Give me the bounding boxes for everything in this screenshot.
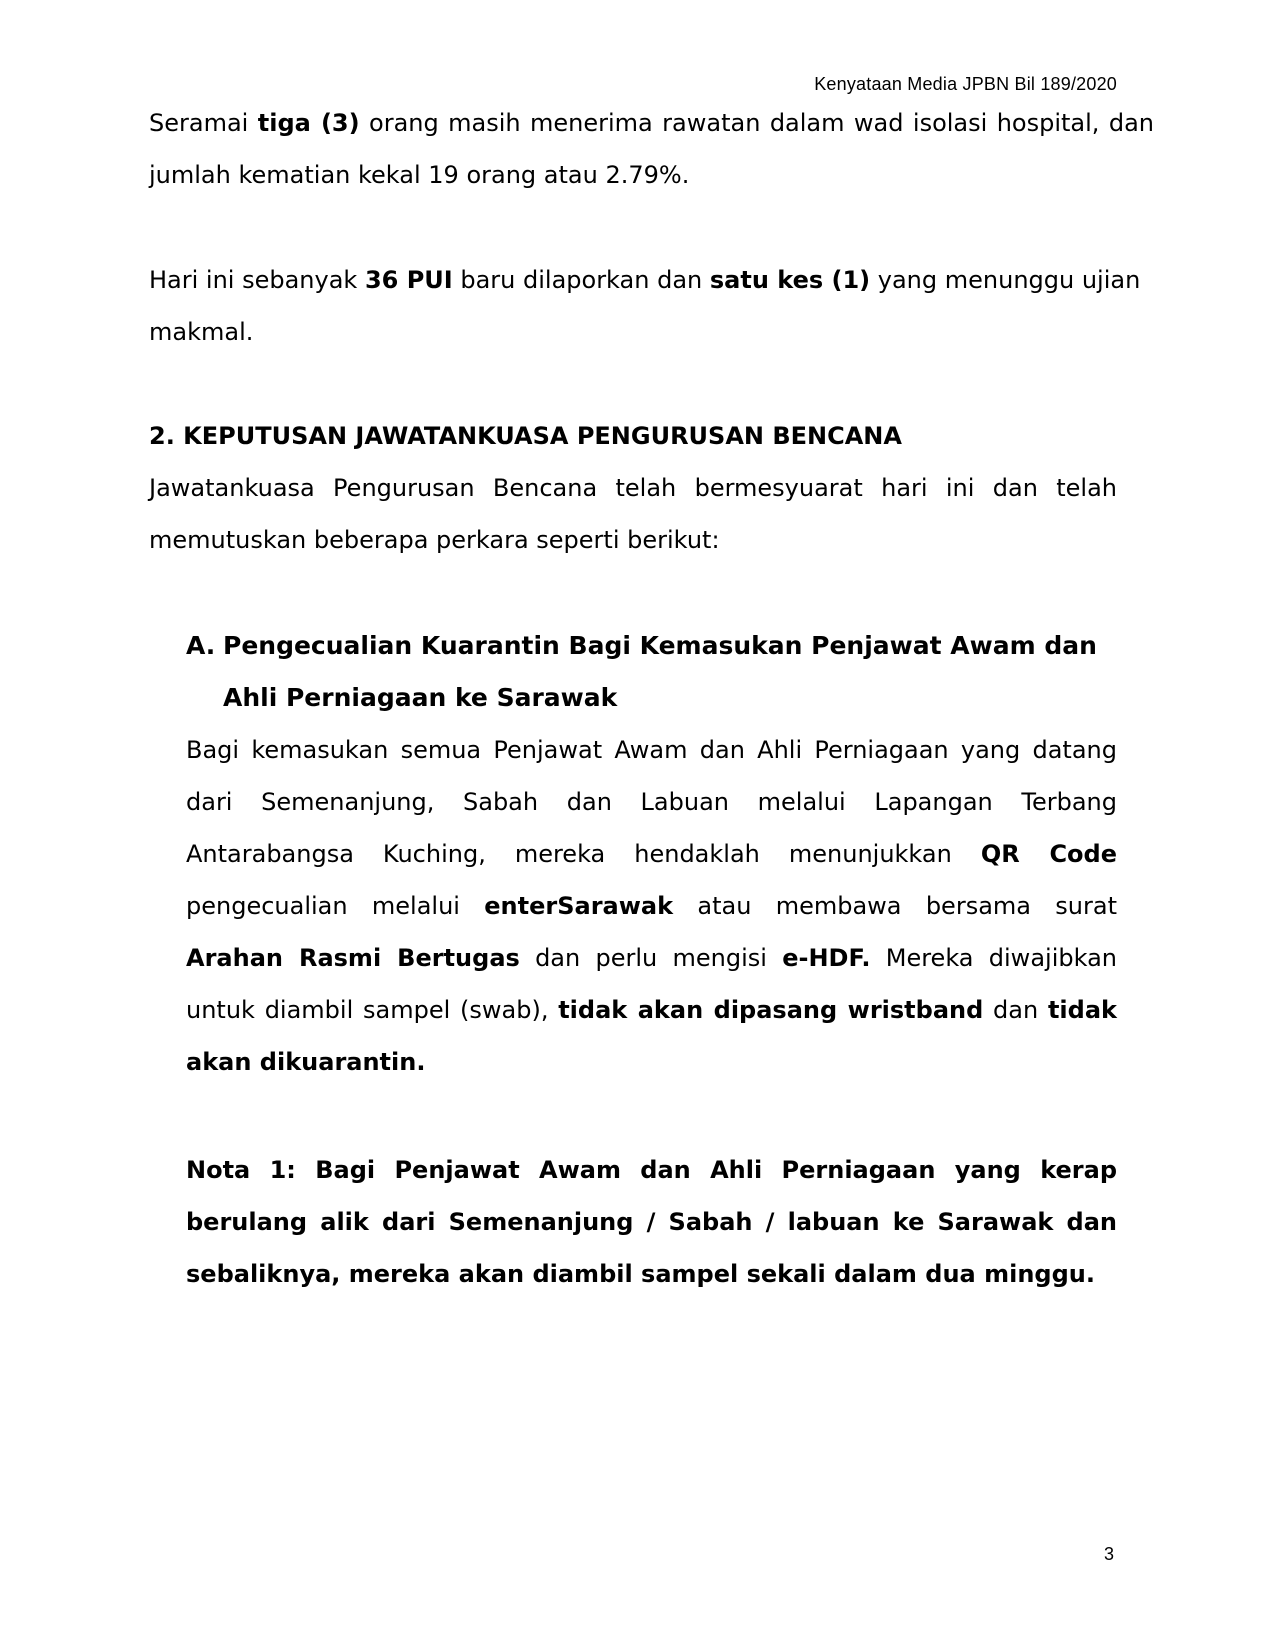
text-run: pengecualian melalui	[186, 892, 485, 920]
section-2-heading: 2. KEPUTUSAN JAWATANKUASA PENGURUSAN BENCANA	[149, 422, 902, 450]
bold-run: e-HDF.	[782, 944, 871, 972]
text-run: Mereka diwajibkan untuk diambil sampel (swab),	[186, 944, 1117, 1024]
text-run: atau membawa bersama surat	[673, 892, 1117, 920]
subsection-letter: A.	[186, 631, 216, 660]
text-run: Seramai	[149, 109, 258, 137]
subsection-a-heading	[186, 620, 1126, 724]
subsection-a-body	[186, 724, 1117, 1088]
document-reference-header: Kenyataan Media JPBN Bil 189/2020	[814, 74, 1117, 94]
bold-run: tidak akan dipasang wristband	[558, 996, 984, 1024]
bold-run: QR Code	[980, 840, 1117, 868]
text-run: baru dilaporkan dan	[452, 266, 710, 294]
text-run: Hari ini sebanyak	[149, 266, 365, 294]
intro-text: Jawatankuasa Pengurusan Bencana telah bermesyuarat hari ini dan telah memutuskan beberapa perkara seperti berikut:	[149, 474, 1117, 554]
paragraph-pui-report	[149, 254, 1154, 358]
bold-run: Arahan Rasmi Bertugas	[186, 944, 520, 972]
subsection-heading-line-1: Pengecualian Kuarantin Bagi Kemasukan Penjawat Awam dan	[223, 631, 1097, 660]
section-2-intro	[149, 462, 1117, 566]
text-run: dan perlu mengisi	[519, 944, 783, 972]
text-run: dan	[983, 996, 1048, 1024]
text-run: yang menunggu ujian makmal.	[149, 266, 1141, 346]
subsection-heading-line-2: Ahli Perniagaan ke Sarawak	[223, 683, 618, 712]
bold-run: enterSarawak	[484, 892, 674, 920]
paragraph-patients-status	[149, 97, 1154, 201]
bold-run: satu kes (1)	[709, 266, 871, 294]
bold-run: tiga (3)	[257, 109, 360, 137]
page-number: 3	[1103, 1544, 1114, 1564]
nota-1	[186, 1144, 1117, 1300]
nota-text: Nota 1: Bagi Penjawat Awam dan Ahli Perniagaan yang kerap berulang alik dari Semenanjung / Sabah / labuan ke Sarawak dan sebaliknya, mereka akan diambil sampel sekali dalam dua minggu.	[186, 1156, 1117, 1288]
bold-run: 36 PUI	[364, 266, 453, 294]
text-run: Bagi kemasukan semua Penjawat Awam dan Ahli Perniagaan yang datang dari Semenanjung, Sabah dan Labuan melalui Lapangan Terbang Antarabangsa Kuching, mereka hendaklah menunjukkan	[186, 736, 1117, 868]
bold-run: tidak akan dikuarantin.	[186, 996, 1117, 1076]
text-run: orang masih menerima rawatan dalam wad isolasi hospital, dan jumlah kematian kekal 19 orang atau 2.79%.	[149, 109, 1154, 189]
